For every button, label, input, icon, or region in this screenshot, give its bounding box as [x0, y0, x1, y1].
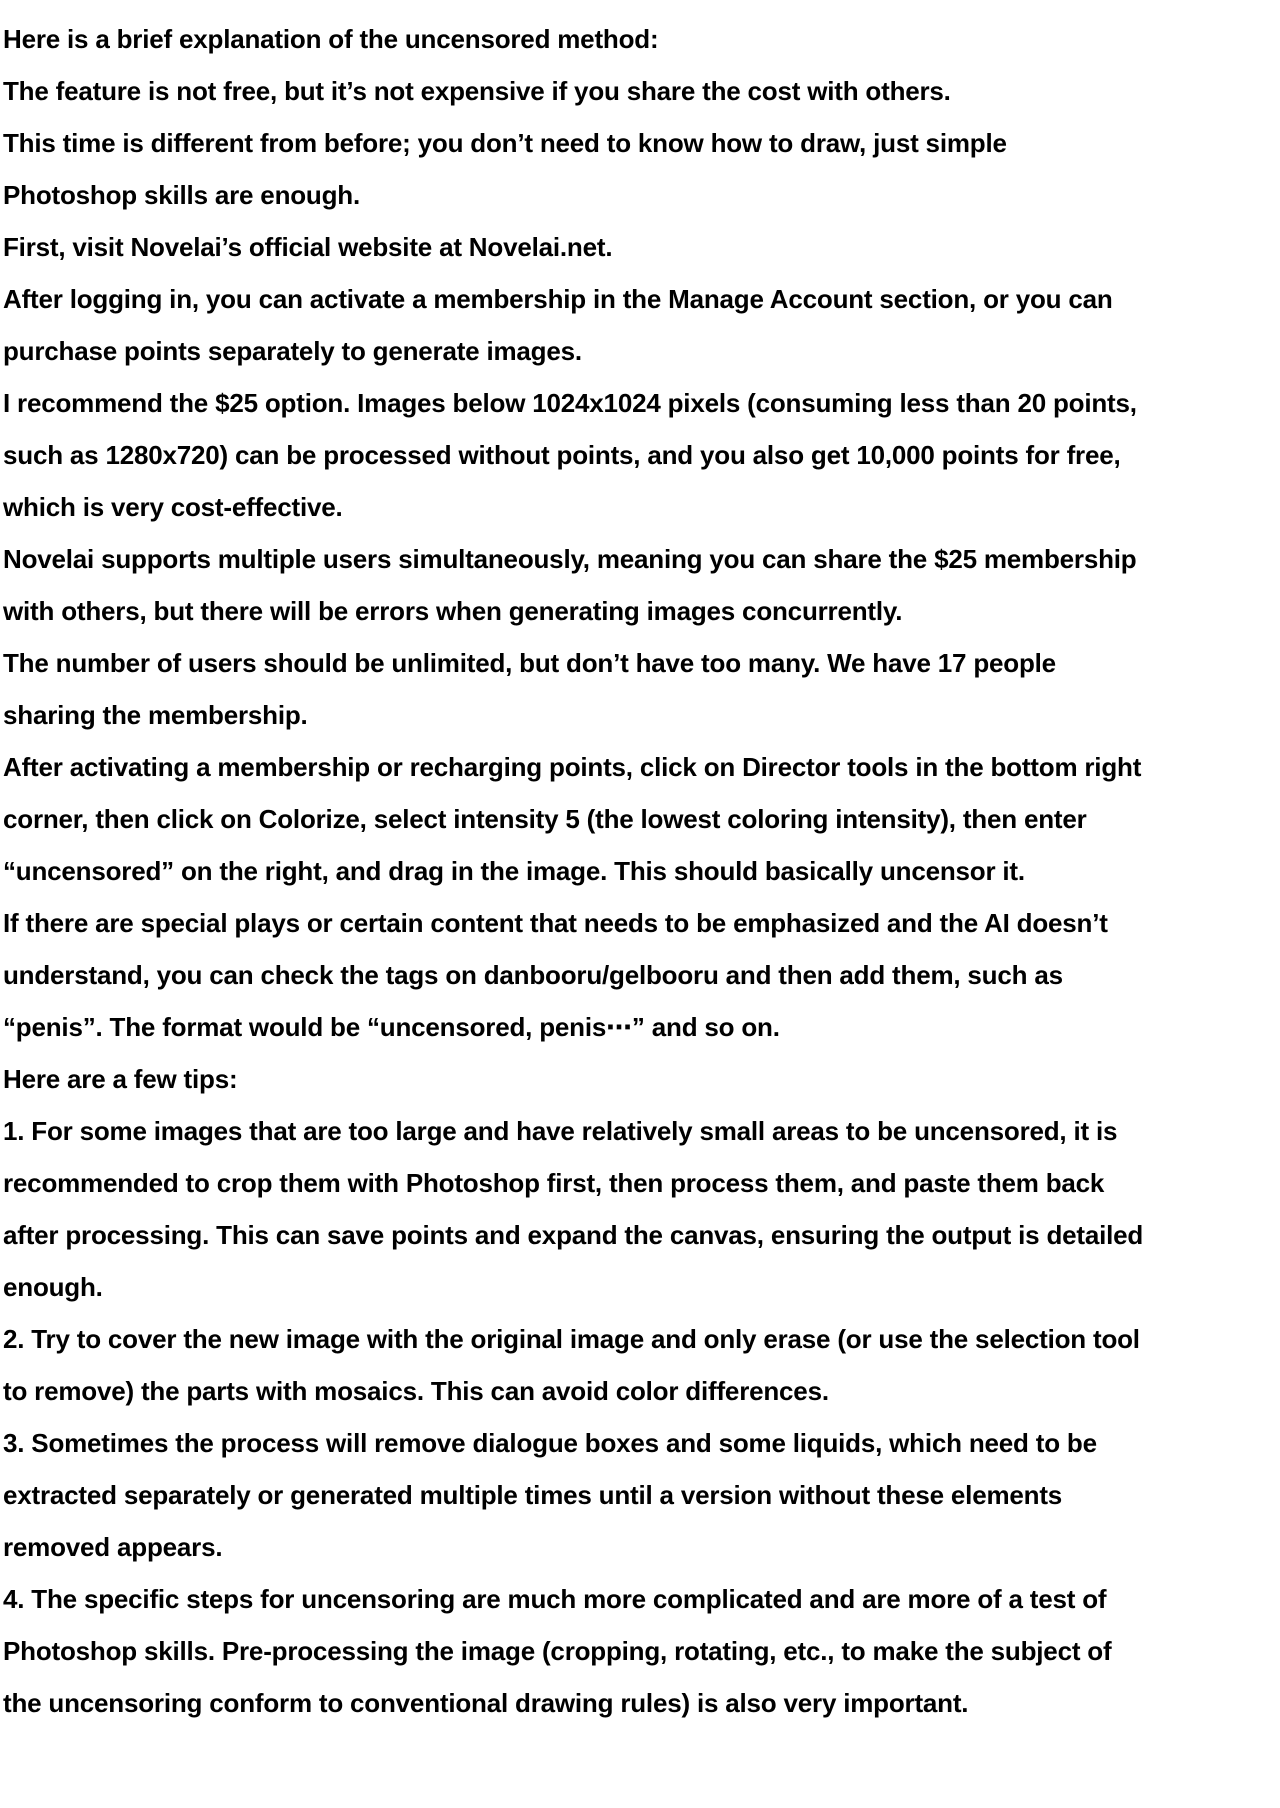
doc-line: enough. [3, 1272, 103, 1302]
doc-line: The feature is not free, but it’s not expensive if you share the cost with others. [3, 76, 951, 106]
doc-line: sharing the membership. [3, 700, 308, 730]
doc-line: After activating a membership or recharging points, click on Director tools in the bottom right [3, 752, 1142, 782]
doc-line: Novelai supports multiple users simultaneously, meaning you can share the $25 membership [3, 544, 1137, 574]
doc-line: after processing. This can save points and expand the canvas, ensuring the output is detailed [3, 1220, 1144, 1250]
doc-line: to remove) the parts with mosaics. This can avoid color differences. [3, 1376, 829, 1406]
doc-line: with others, but there will be errors when generating images concurrently. [3, 596, 903, 626]
doc-line: such as 1280x720) can be processed without points, and you also get 10,000 points for free, [3, 440, 1121, 470]
doc-line: The number of users should be unlimited, but don’t have too many. We have 17 people [3, 648, 1056, 678]
doc-line: If there are special plays or certain content that needs to be emphasized and the AI doesn’t [3, 908, 1108, 938]
doc-line: Here is a brief explanation of the uncensored method: [3, 24, 659, 54]
doc-line: This time is different from before; you don’t need to know how to draw, just simple [3, 128, 1007, 158]
doc-line: 1. For some images that are too large and have relatively small areas to be uncensored, it is [3, 1116, 1118, 1146]
doc-line: removed appears. [3, 1532, 223, 1562]
doc-line: Here are a few tips: [3, 1064, 238, 1094]
doc-line: “penis”. The format would be “uncensored, penis⋯” and so on. [3, 1012, 780, 1042]
doc-line: extracted separately or generated multiple times until a version without these elements [3, 1480, 1063, 1510]
doc-line: 3. Sometimes the process will remove dialogue boxes and some liquids, which need to be [3, 1428, 1097, 1458]
doc-line: which is very cost-effective. [3, 492, 343, 522]
doc-line: 4. The specific steps for uncensoring are much more complicated and are more of a test of [3, 1584, 1107, 1614]
doc-line: recommended to crop them with Photoshop first, then process them, and paste them back [3, 1168, 1105, 1198]
doc-line: corner, then click on Colorize, select intensity 5 (the lowest coloring intensity), then enter [3, 804, 1087, 834]
doc-line: Photoshop skills are enough. [3, 180, 361, 210]
doc-line: Photoshop skills. Pre-processing the image (cropping, rotating, etc., to make the subject of [3, 1636, 1112, 1666]
doc-line: I recommend the $25 option. Images below 1024x1024 pixels (consuming less than 20 points, [3, 388, 1137, 418]
doc-line: purchase points separately to generate images. [3, 336, 582, 366]
doc-line: After logging in, you can activate a membership in the Manage Account section, or you can [3, 284, 1113, 314]
doc-line: 2. Try to cover the new image with the original image and only erase (or use the selection tool [3, 1324, 1140, 1354]
doc-line: First, visit Novelai’s official website at Novelai.net. [3, 232, 613, 262]
doc-line: understand, you can check the tags on danbooru/gelbooru and then add them, such as [3, 960, 1063, 990]
doc-line: “uncensored” on the right, and drag in the image. This should basically uncensor it. [3, 856, 1025, 886]
doc-line: the uncensoring conform to conventional drawing rules) is also very important. [3, 1688, 969, 1718]
